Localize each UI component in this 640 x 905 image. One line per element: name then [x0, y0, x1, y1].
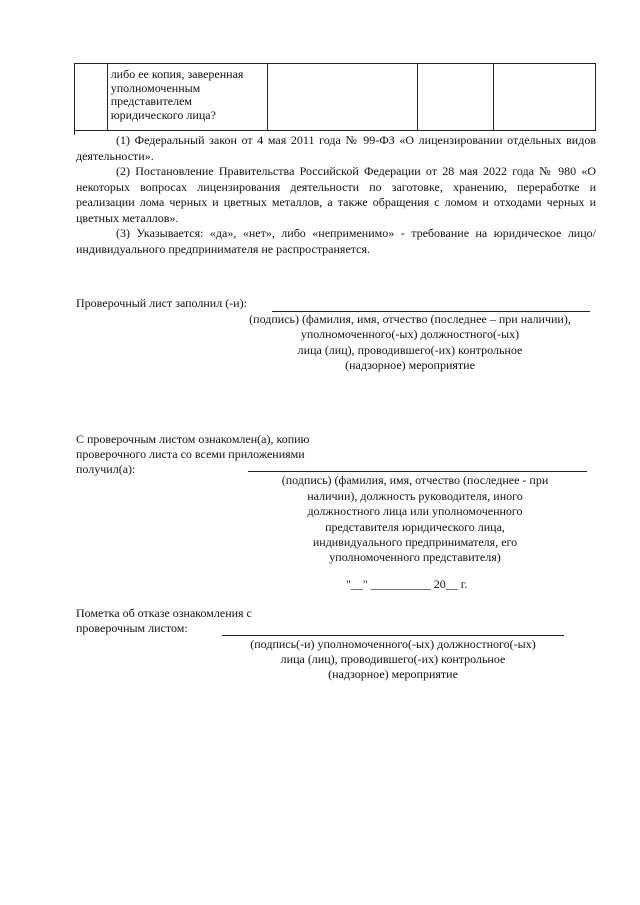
table-cell-note: [493, 64, 595, 131]
acquainted-caption-5: индивидуального предпринимателя, его: [312, 535, 518, 549]
acquainted-label-2: проверочного листа со всеми приложениями: [76, 447, 305, 461]
acquainted-caption-6: уполномоченного представителя): [329, 550, 501, 564]
acquainted-signature-line: [248, 471, 587, 472]
acquainted-caption-3: должностного лица или уполномоченного: [307, 504, 523, 518]
filled-by-caption-4: (надзорное) мероприятие: [345, 358, 475, 372]
acquainted-caption-4: представителя юридического лица,: [325, 520, 505, 534]
table-cell-text: либо ее копия, заверенная уполномоченным представителем юридического лица?: [110, 67, 244, 122]
footnote-3: [76, 226, 596, 257]
acquainted-caption-1: (подпись) (фамилия, имя, отчество (последнее - при: [281, 473, 549, 487]
refusal-signature-line: [222, 635, 564, 636]
acquainted-date: "__" __________ 20__ г.: [346, 577, 468, 591]
filled-by-label: Проверочный лист заполнил (-и):: [76, 296, 247, 310]
footnote-1-text: (1) Федеральный закон от 4 мая 2011 года № 99-ФЗ «О лицензировании отдельных видов деятельности».: [76, 133, 596, 163]
refusal-label-1: Пометка об отказе ознакомления с: [76, 606, 252, 620]
filled-by-caption-2: уполномоченного(-ых) должностного(-ых): [300, 327, 520, 341]
footnote-2: [76, 164, 596, 226]
table-cell-answer: [268, 64, 418, 131]
table-cell-empty: [417, 64, 493, 131]
refusal-label-2: проверочным листом:: [76, 621, 188, 635]
table-row: [75, 64, 596, 131]
table-cell-question: [107, 64, 267, 131]
footnote-1: [76, 133, 596, 164]
refusal-caption-1: (подпись(-и) уполномоченного(-ых) должностного(-ых): [250, 637, 536, 651]
filled-by-caption-1: (подпись) (фамилия, имя, отчество (последнее – при наличии),: [249, 312, 571, 326]
acquainted-label-3: получил(а):: [76, 462, 136, 476]
table-edge-mark: [74, 131, 75, 135]
refusal-caption-2: лица (лиц), проводившего(-их) контрольное: [280, 652, 506, 666]
filled-by-caption-3: лица (лиц), проводившего(-их) контрольное: [297, 343, 523, 357]
refusal-caption-3: (надзорное) мероприятие: [328, 667, 458, 681]
acquainted-label-1: С проверочным листом ознакомлен(а), копию: [76, 432, 310, 446]
acquainted-caption-2: наличии), должность руководителя, иного: [307, 489, 523, 503]
footnote-3-text: (3) Указывается: «да», «нет», либо «неприменимо» - требование на юридическое лицо/индивидуального предпринимателя не распространяется.: [76, 226, 596, 256]
table-cell-number: [75, 64, 108, 131]
footnote-2-text: (2) Постановление Правительства Российской Федерации от 28 мая 2022 года № 980 «О некоторых вопросах лицензирования деятельности по заготовке, хранению, переработке и реализации лома черных и цветных металлов, а также обращения с ломом и отходами черных и цветных металлов».: [76, 164, 596, 225]
checklist-table-fragment: [74, 63, 596, 131]
